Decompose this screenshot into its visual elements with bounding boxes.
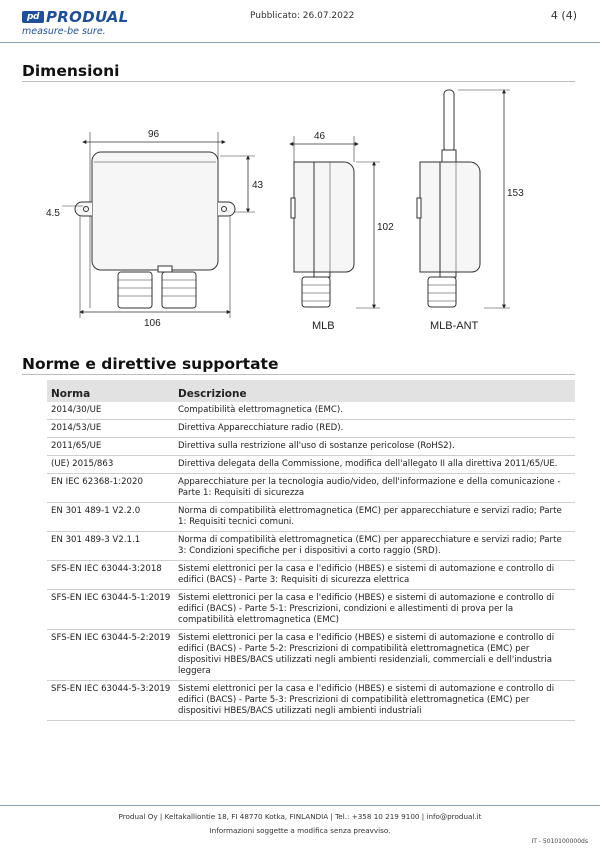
description-cell: Norma di compatibilità elettromagnetica (EMC) per apparecchiature e servizi radio; Parte 3: Condizioni specifiche per i dispositivi a corto raggio (SRD).	[178, 535, 562, 556]
side-view-mlb	[290, 136, 380, 308]
dim-height-right: 43	[252, 180, 264, 191]
header-descrizione: Descrizione	[178, 388, 247, 400]
standards-title: Norme e direttive supportate	[22, 355, 279, 373]
footer-notice: Informazioni soggette a modifica senza preavviso.	[209, 826, 391, 835]
logo-tagline: measure-be sure.	[22, 26, 106, 37]
dim-hole: 4.5	[46, 208, 60, 219]
table-header	[47, 380, 575, 402]
published-date: Pubblicato: 26.07.2022	[250, 11, 355, 21]
table-row	[47, 438, 575, 456]
footer-divider	[0, 805, 600, 806]
table-row	[47, 590, 575, 630]
document-id: IT - 5010100000ds	[531, 838, 588, 845]
norm-cell: 2014/30/UE	[51, 405, 102, 415]
table-row	[47, 474, 575, 503]
table-row	[47, 402, 575, 420]
description-cell: Sistemi elettronici per la casa e l'edificio (HBES) e sistemi di automazione e controllo di edifici (BACS) - Parte 5-3: Prescrizioni di compatibilità elettromagnetica (EMC) per dispositivi HBES/BACS utilizzati negli ambienti industriali	[178, 684, 555, 716]
dim-height-mlb: 102	[377, 222, 394, 233]
header-divider	[0, 42, 600, 43]
front-view	[62, 132, 255, 318]
description-cell: Sistemi elettronici per la casa e l'edificio (HBES) e sistemi di automazione e controllo di edifici (BACS) - Parte 5-1: Prescrizioni, condizioni e allestimenti di prova per la compatibilità elettromagnetica (EMC)	[178, 593, 555, 625]
description-cell: Direttiva sulla restrizione all'uso di sostanze pericolose (RoHS2).	[178, 441, 455, 451]
header-norma: Norma	[51, 388, 91, 400]
table-row	[47, 503, 575, 532]
description-cell: Direttiva Apparecchiature radio (RED).	[178, 423, 344, 433]
description-cell: Sistemi elettronici per la casa e l'edificio (HBES) e sistemi di automazione e controllo di edifici (BACS) - Parte 5-2: Prescrizioni di compatibilità elettromagnetica (EMC) per dispositivi HBES/BACS utilizzati negli ambienti residenziali, commerciali e dell'industria leggera	[178, 633, 555, 676]
side-view-mlb-ant	[417, 90, 510, 308]
norm-cell: (UE) 2015/863	[51, 459, 114, 469]
table-row	[47, 561, 575, 590]
label-mlb: MLB	[312, 320, 335, 332]
logo-mark: pd	[22, 11, 44, 23]
dimensions-title: Dimensioni	[22, 62, 120, 80]
description-cell: Direttiva delegata della Commissione, modifica dell'allegato II alla direttiva 2011/65/UE.	[178, 459, 558, 469]
footer-address: Produal Oy | Keltakalliontie 18, FI 48770 Kotka, FINLANDIA | Tel.: +358 10 219 9100 | info@produal.it	[118, 812, 482, 821]
dim-height-ant: 153	[507, 188, 524, 199]
description-cell: Norma di compatibilità elettromagnetica (EMC) per apparecchiature e servizi radio; Parte 1: Requisiti tecnici comuni.	[178, 506, 562, 527]
table-row	[47, 630, 575, 681]
description-cell: Apparecchiature per la tecnologia audio/video, dell'informazione e della comunicazione - Parte 1: Requisiti di sicurezza	[178, 477, 561, 498]
dim-depth: 46	[314, 131, 326, 142]
label-mlb-ant: MLB-ANT	[430, 320, 479, 332]
description-cell: Compatibilità elettromagnetica (EMC).	[178, 405, 343, 415]
produal-logo	[22, 10, 129, 37]
dim-width-top: 96	[148, 129, 160, 140]
norm-cell: EN 301 489-3 V2.1.1	[51, 535, 141, 545]
page-number: 4 (4)	[550, 9, 577, 22]
table-row	[47, 532, 575, 561]
norm-cell: SFS-EN IEC 63044-5-1:2019	[51, 593, 171, 603]
table-row	[47, 456, 575, 474]
norm-cell: SFS-EN IEC 63044-3:2018	[51, 564, 162, 574]
dimensions-drawing	[40, 80, 580, 340]
standards-divider	[22, 374, 575, 375]
norm-cell: 2011/65/UE	[51, 441, 102, 451]
standards-table	[47, 380, 575, 721]
norm-cell: EN IEC 62368-1:2020	[51, 477, 143, 487]
description-cell: Sistemi elettronici per la casa e l'edificio (HBES) e sistemi di automazione e controllo di edifici (BACS) - Parte 3: Requisiti di sicurezza elettrica	[178, 564, 555, 585]
table-row	[47, 681, 575, 721]
norm-cell: EN 301 489-1 V2.2.0	[51, 506, 141, 516]
dim-width-bottom: 106	[144, 318, 161, 329]
table-row	[47, 420, 575, 438]
page-header	[0, 0, 600, 40]
norm-cell: 2014/53/UE	[51, 423, 102, 433]
norm-cell: SFS-EN IEC 63044-5-3:2019	[51, 684, 171, 694]
logo-name: PRODUAL	[46, 8, 129, 26]
norm-cell: SFS-EN IEC 63044-5-2:2019	[51, 633, 171, 643]
